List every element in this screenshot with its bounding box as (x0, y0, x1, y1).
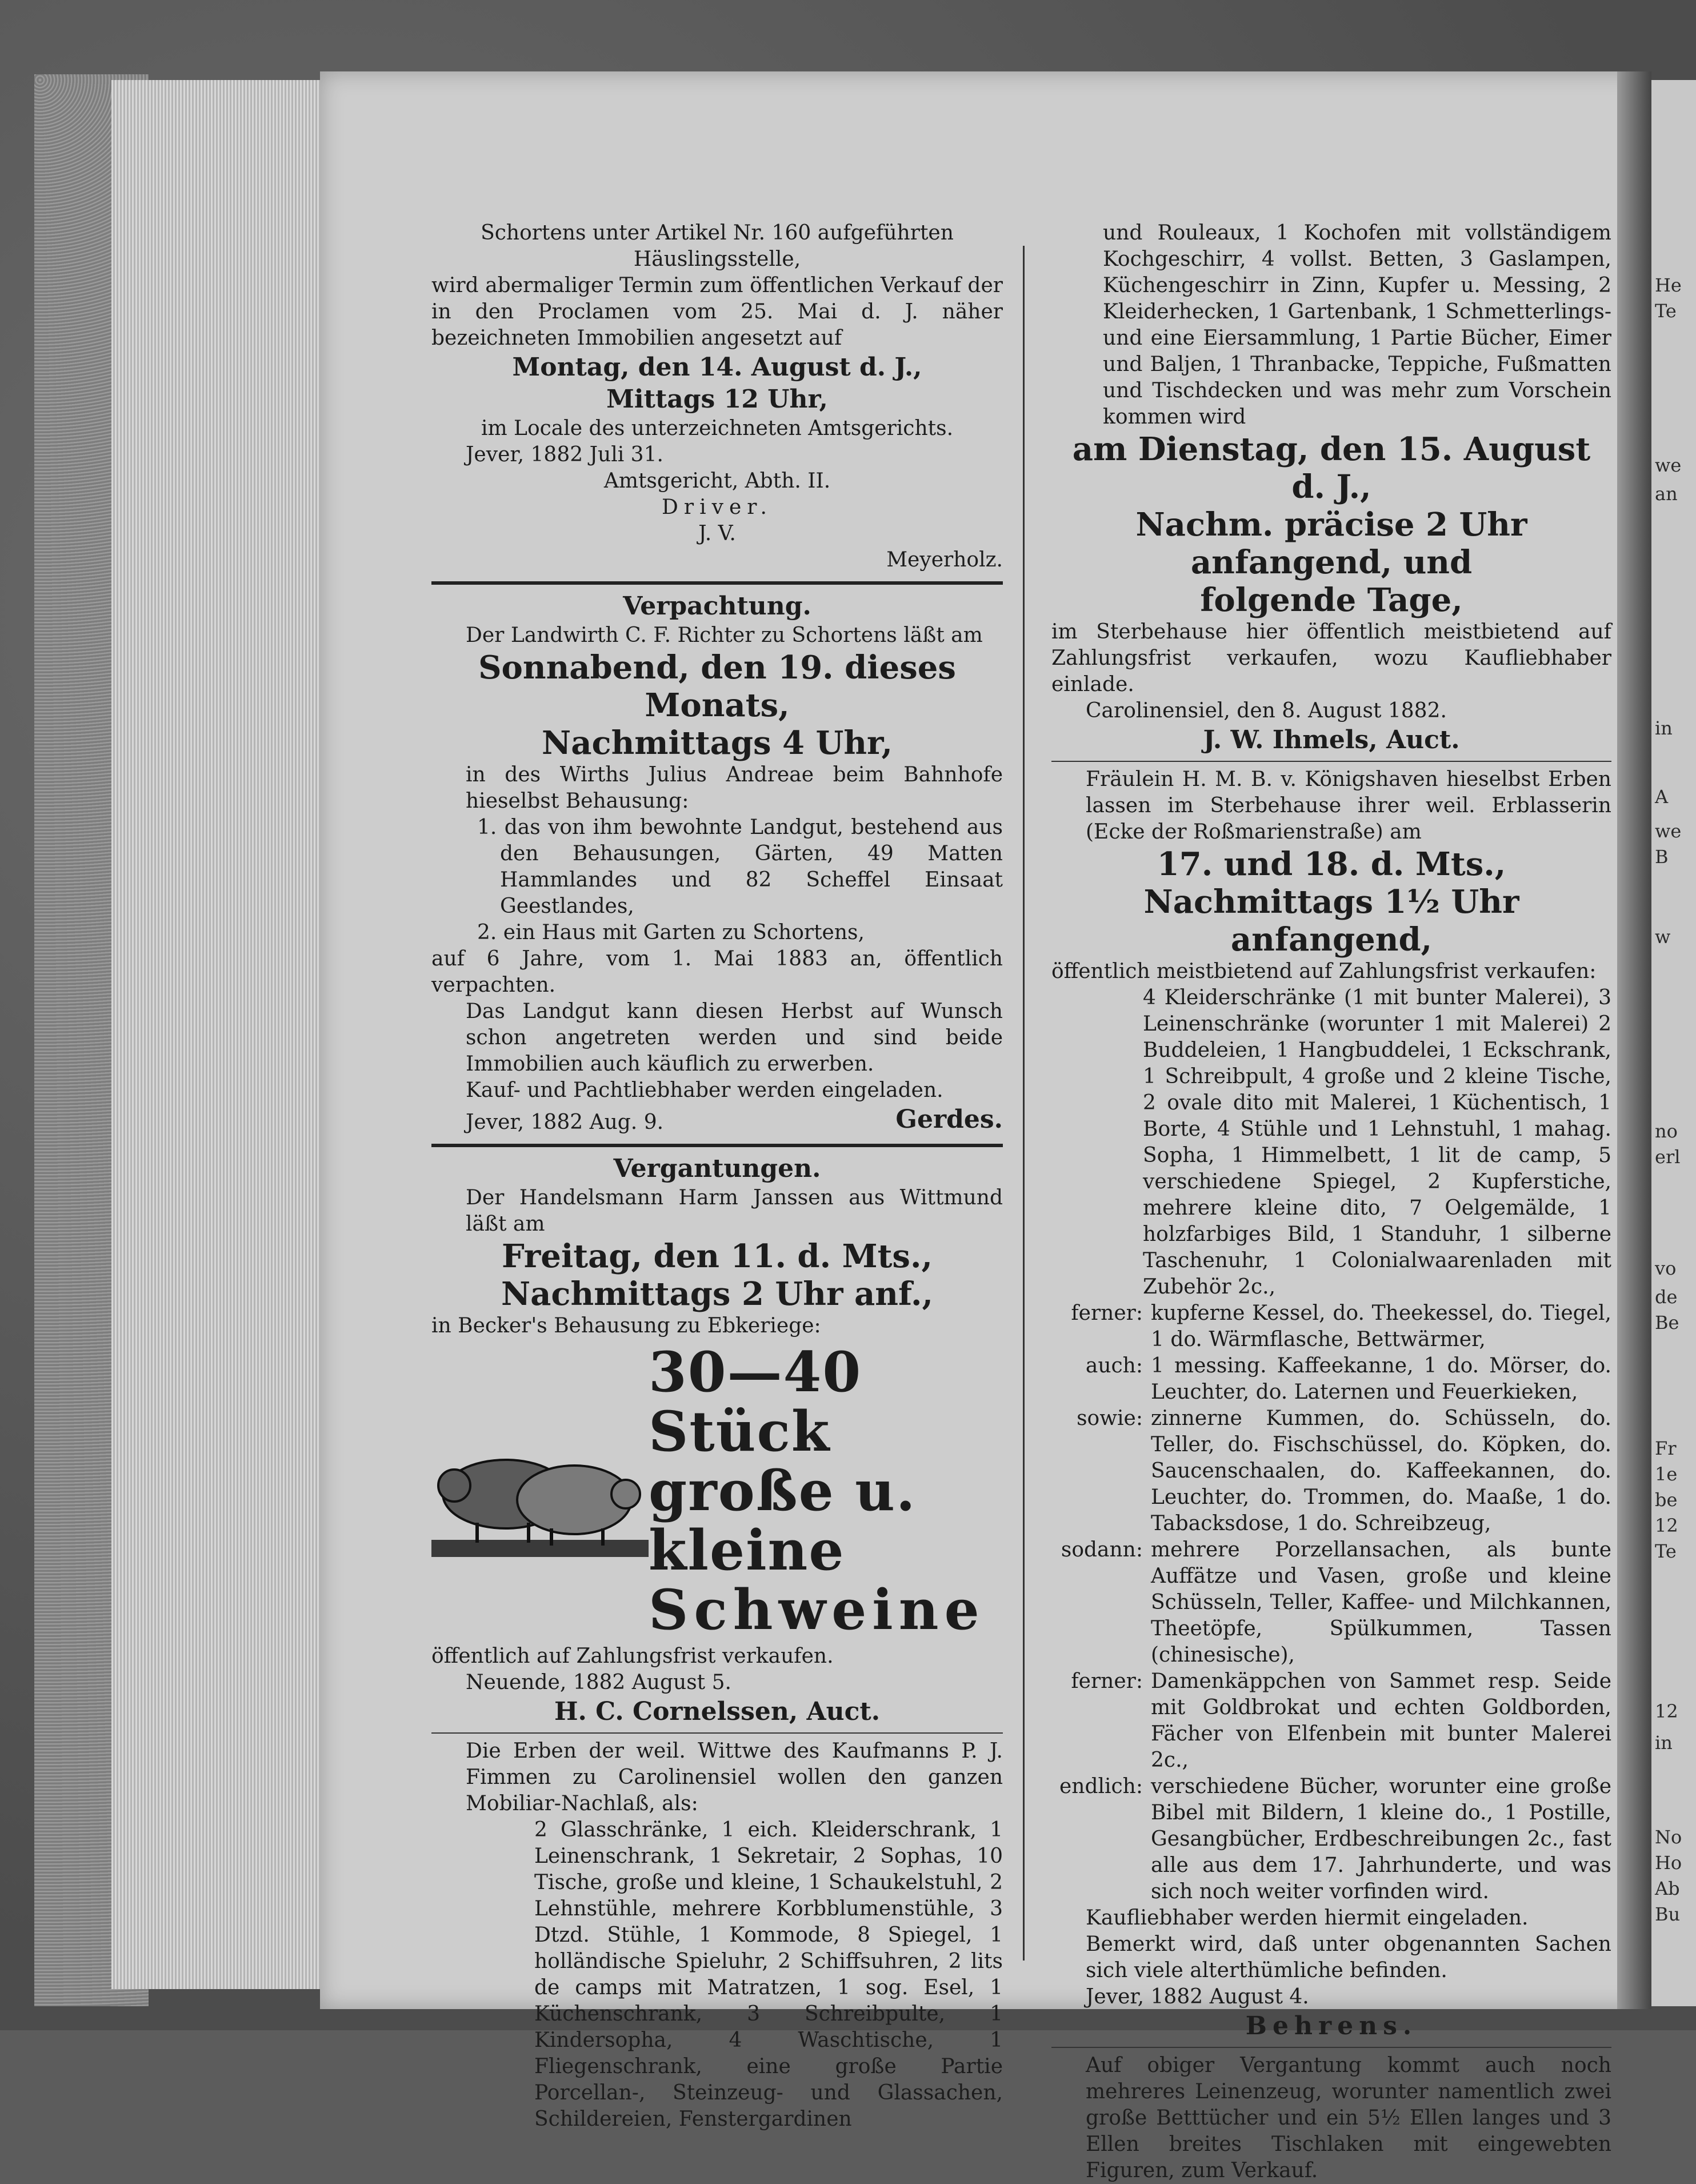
item-row (1051, 1300, 1611, 1353)
section-rule (1051, 761, 1611, 762)
estate-invite: Kaufliebhaber werden hiermit eingeladen. (1086, 1906, 1529, 1930)
ad-estate-fimmen-continued (1051, 220, 1611, 756)
lease-item: 2. ein Haus mit Garten zu Schortens, (477, 921, 865, 944)
lease-time: Nachmittags 4 Uhr, (542, 724, 893, 762)
item-row-label: ferner: (1071, 1670, 1143, 1693)
auction-place: in Becker's Behausung zu Ebkeriege: (431, 1314, 821, 1337)
auction-date: am Dienstag, den 15. August d. J., (1072, 430, 1591, 506)
fragment: be (1655, 1489, 1678, 1511)
auction-date: 17. und 18. d. Mts., (1157, 845, 1506, 883)
city-date: Jever, 1882 Juli 31. (466, 443, 663, 466)
item-row-text: kupferne Kessel, do. Theekessel, do. Tiegel, 1 do. Wärmflasche, Bettwärmer, (1151, 1301, 1611, 1351)
fragment: Ab (1655, 1878, 1680, 1899)
auction-sale: öffentlich meistbietend auf Zahlungsfrist verkaufen: (1051, 960, 1597, 983)
fragment: Be (1655, 1312, 1679, 1333)
pig-ad-block (431, 1340, 1003, 1642)
fragment: Te (1655, 300, 1677, 322)
addendum-text: Auf obiger Vergantung kommt auch noch mehreres Leinenzeug, worunter namentlich zwei große Betttücher und ein 5½ Ellen langes und 3 Ellen breites Tischlaken mit eingewebten Figuren, zum Verkauf. (1086, 2054, 1611, 2182)
ad-auction-pigs (431, 1153, 1003, 1728)
signature-row (431, 1104, 1003, 1136)
item-row-text: zinnerne Kummen, do. Schüsseln, do. Teller, do. Fischschüssel, do. Köpken, do. Saucenschaalen, do. Kaffeekannen, do. Leuchter, do. Trommen, do. Maaße, 1 do. Tabacksdose, 1 do. Schreibzeug, (1151, 1407, 1611, 1535)
next-page-edge (1651, 80, 1696, 2006)
auction-time: Nachmittags 1½ Uhr anfangend, (1143, 883, 1519, 959)
pig-count: 30—40 Stück (649, 1340, 862, 1464)
left-column (431, 220, 1003, 2133)
signature: J. W. Ihmels, Auct. (1203, 725, 1460, 754)
fragment: erl (1655, 1146, 1681, 1168)
city-date: Neuende, 1882 August 5. (466, 1671, 731, 1694)
auction-date: Freitag, den 11. d. Mts., (502, 1237, 933, 1275)
item-row (1051, 1353, 1611, 1406)
auction-date: Montag, den 14. August d. J., (512, 353, 922, 382)
book-gutter (1617, 71, 1651, 2009)
fragment: an (1655, 483, 1678, 505)
ad-linen-addendum (1051, 2053, 1611, 2184)
fragment: no (1655, 1120, 1678, 1142)
court-name: Amtsgericht, Abth. II. (603, 469, 831, 493)
fragment: 1e (1655, 1463, 1678, 1485)
ad-intro: Der Landwirth C. F. Richter zu Schortens läßt am (466, 624, 983, 647)
ad-lease (431, 590, 1003, 1136)
column-divider (1023, 246, 1025, 1961)
lease-terms: auf 6 Jahre, vom 1. Mai 1883 an, öffentlich verpachten. (431, 947, 1003, 997)
item-row-text: verschiedene Bücher, worunter eine große Bibel mit Bildern, 1 kleine do., 1 Postille, Gesangbücher, Erdbeschreibungen 2c., fast alle aus dem 17. Jahrhunderte, und was sich noch weiter vorfinden wird. (1151, 1775, 1611, 1903)
fragment: Ho (1655, 1852, 1682, 1874)
signature: H. C. Cornelssen, Auct. (554, 1697, 881, 1726)
judge-name: Driver. (662, 496, 773, 519)
fragment: in (1655, 717, 1673, 739)
fragment: Bu (1655, 1903, 1681, 1925)
item-row-text: mehrere Porzellansachen, als bunte Auffätze und Vasen, große und kleine Schüsseln, Teller, Kaffee- und Milchkannen, Theetöpfe, Spülkummen, Tassen (chinesische), (1151, 1538, 1611, 1667)
auction-days: folgende Tage, (1200, 581, 1463, 619)
item-row (1051, 1774, 1611, 1905)
section-heading: Vergantungen. (613, 1154, 821, 1183)
fragment: Fr (1655, 1438, 1677, 1459)
estate-items-continued: und Rouleaux, 1 Kochofen mit vollständigem Kochgeschirr, 4 vollst. Betten, 3 Gaslampen, Küchengeschirr in Zinn, Kupfer u. Messing, 2 Kleiderhecken, 1 Gartenbank, 1 Schmetterlings- und eine Eiersammlung, 1 Partie Bücher, Eimer und Baljen, 1 Thranbacke, Teppiche, Fußmatten und Tischdecken und was mehr zum Vorschein kommen wird (1103, 221, 1611, 429)
item-row (1051, 1668, 1611, 1774)
fragment: w (1655, 926, 1671, 948)
item-row-label: auch: (1085, 1354, 1143, 1378)
auction-time: Nachmittags 2 Uhr anf., (501, 1275, 934, 1313)
clerk-name: Meyerholz. (886, 548, 1003, 572)
item-row-text: Damenkäppchen von Sammet resp. Seide mit Goldbrokat und echten Goldborden, Fächer von Elfenbein mit bunter Malerei 2c., (1151, 1670, 1611, 1772)
fragment: vo (1655, 1257, 1677, 1279)
auction-time: Nachm. präcise 2 Uhr anfangend, und (1135, 506, 1527, 581)
right-column (1051, 220, 1611, 2184)
ad-intro: Der Handelsmann Harm Janssen aus Wittmund läßt am (466, 1186, 1003, 1236)
fragment: in (1655, 1732, 1673, 1754)
estate-items: 2 Glasschränke, 1 eich. Kleiderschrank, 1 Leinenschrank, 1 Sekretair, 2 Sophas, 10 Tische, große und kleine, 1 Schaukelstuhl, 2 Lehnstühle, mehrere Korbblumenstühle, 3 Dtzd. Stühle, 1 Kommode, 8 Spiegel, 1 holländische Spieluhr, 2 Schiffsuhren, 2 lits de camps mit Matratzen, 1 sog. Esel, 1 Küchenschrank, 3 Schreibpulte, 1 Kindersopha, 4 Waschtische, 1 Fliegenschrank, eine große Partie Porcellan-, Steinzeug- und Glassachen, Schildereien, Fenstergardinen (534, 1818, 1003, 2131)
lease-invite: Kauf- und Pachtliebhaber werden eingeladen. (466, 1079, 943, 1102)
lease-date: Sonnabend, den 19. dieses Monats, (478, 649, 956, 724)
ad-intro: Die Erben der weil. Wittwe des Kaufmanns P. J. Fimmen zu Carolinensiel wollen den ganzen Mobiliar-Nachlaß, als: (466, 1739, 1003, 1815)
pig-illustration (431, 1426, 649, 1557)
notice-line: wird abermaliger Termin zum öffentlichen Verkauf der in den Proclamen vom 25. Mai d. J. näher bezeichneten Immobilien angesetzt auf (431, 274, 1003, 350)
jv-mark: J. V. (698, 522, 736, 545)
item-row-label: endlich: (1059, 1775, 1143, 1798)
lease-item: 1. das von ihm bewohnte Landgut, bestehend aus den Behausungen, Gärten, 49 Matten Hammlandes und 82 Scheffel Einsaat Geestlandes, (477, 816, 1003, 918)
fragment: Te (1655, 1540, 1677, 1562)
fragment: de (1655, 1286, 1678, 1308)
auction-time: Mittags 12 Uhr, (606, 385, 828, 414)
item-row (1051, 1406, 1611, 1537)
section-rule (431, 581, 1003, 585)
pig-word: Schweine (649, 1578, 985, 1642)
fragment: He (1655, 274, 1682, 296)
lease-place: in des Wirths Julius Andreae beim Bahnhofe hieselbst Behausung: (466, 763, 1003, 813)
fragment: 12 (1655, 1515, 1678, 1536)
city-date: Jever, 1882 Aug. 9. (466, 1111, 664, 1134)
signature: Gerdes. (895, 1105, 1003, 1134)
auction-sale: öffentlich auf Zahlungsfrist verkaufen. (431, 1644, 834, 1668)
lease-note: Das Landgut kann diesen Herbst auf Wunsch schon angetreten werden und sind beide Immobilien auch käuflich zu erwerben. (466, 1000, 1003, 1076)
fragment: we (1655, 454, 1682, 476)
city-date: Carolinensiel, den 8. August 1882. (1086, 699, 1447, 722)
pig-ad-text (649, 1340, 1003, 1642)
fragment: B (1655, 846, 1669, 868)
fragment: we (1655, 820, 1682, 842)
item-row-label: ferner: (1071, 1301, 1143, 1325)
section-heading: Verpachtung. (623, 592, 811, 621)
page-stack-edge (111, 80, 331, 1989)
item-row-label: sodann: (1061, 1538, 1143, 1562)
section-rule (431, 1732, 1003, 1734)
fragment: A (1655, 786, 1669, 808)
notice-line: Schortens unter Artikel Nr. 160 aufgeführten Häuslingsstelle, (481, 221, 954, 271)
ad-estate-koenigshaven (1051, 766, 1611, 2042)
section-rule (1051, 2047, 1611, 2048)
auction-sale: im Sterbehause hier öffentlich meistbietend auf Zahlungsfrist verkaufen, wozu Kaufliebhaber einlade. (1051, 620, 1611, 696)
fragment: No (1655, 1826, 1682, 1848)
city-date: Jever, 1882 August 4. (1086, 1985, 1309, 2009)
estate-items: 4 Kleiderschränke (1 mit bunter Malerei), 3 Leinenschränke (worunter 1 mit Malerei) 2 Buddeleien, 1 Hangbuddelei, 1 Eckschrank, 1 Schreibpult, 4 große und 2 kleine Tische, 2 ovale dito mit Malerei, 1 Küchentisch, 1 Borte, 4 Stühle und 1 Lehnstuhl, 1 mahag. Sopha, 1 Himmelbett, 1 lit de camp, 5 verschiedene Spiegel, 2 Kupferstiche, mehrere kleine dito, 7 Oelgemälde, 1 holzfarbiges Bild, 1 Standuhr, 1 silberne Taschenuhr, 1 Colonialwaarenladen mit Zubehör 2c., (1143, 986, 1611, 1299)
ad-intro: Fräulein H. M. B. v. Königshaven hieselbst Erben lassen im Sterbehause ihrer weil. Erblasserin (Ecke der Roßmarienstraße) am (1086, 768, 1611, 844)
section-rule (431, 1144, 1003, 1147)
ad-estate-fimmen (431, 1738, 1003, 2133)
item-row-label: sowie: (1077, 1407, 1143, 1430)
ad-court-notice (431, 220, 1003, 573)
pig-size: große u. kleine (649, 1459, 917, 1583)
signature: Behrens. (1245, 2011, 1418, 2041)
fragment: 12 (1655, 1700, 1678, 1722)
estate-note: Bemerkt wird, daß unter obgenannten Sachen sich viele alterthümliche befinden. (1086, 1933, 1611, 1982)
auction-place: im Locale des unterzeichneten Amtsgerichts. (481, 417, 954, 440)
item-row-text: 1 messing. Kaffeekanne, 1 do. Mörser, do. Leuchter, do. Laternen und Feuerkieken, (1151, 1354, 1611, 1404)
item-row (1051, 1537, 1611, 1668)
